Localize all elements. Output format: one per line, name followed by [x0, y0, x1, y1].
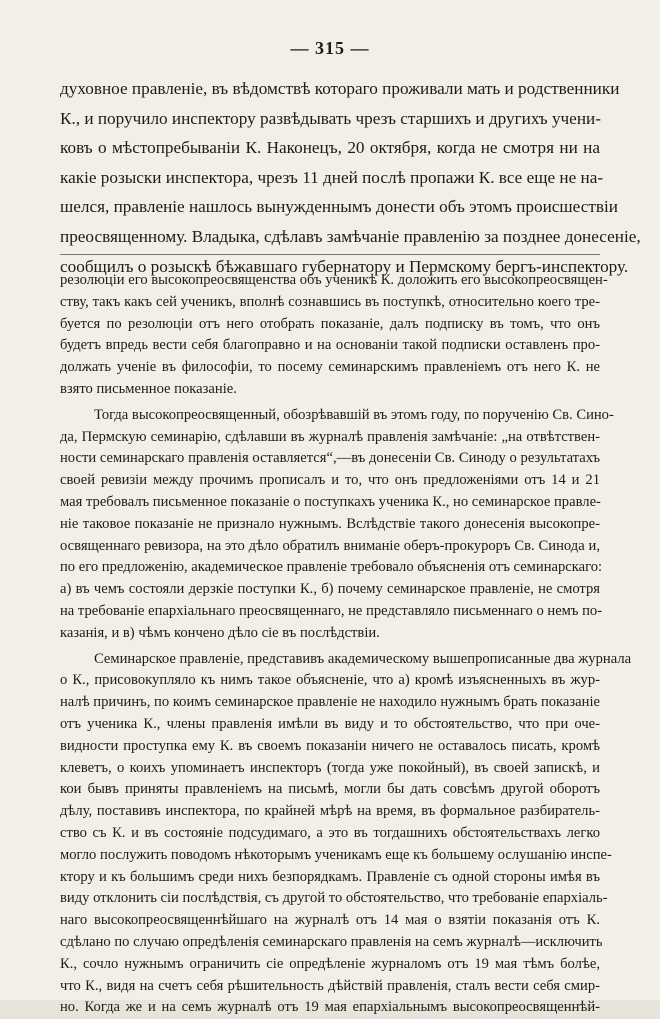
paragraph-line: да, Пермскую семинарію, сдѣлавши въ журналѣ правленія замѣчаніе: „на отвѣтствен-	[60, 428, 600, 445]
paragraph-line: а) въ чемъ состояли дерзкіе поступки К., б) почему семинарское правленіе, не смотря	[60, 581, 600, 598]
paragraph-line: наго высокопреосвященнѣйшаго на журналѣ отъ 14 мая о взятіи показанія отъ К.	[60, 912, 600, 929]
paragraph	[60, 649, 632, 1019]
paragraph-line: виду отклонить сіи послѣдствія, съ другой то обстоятельство, что требованіе епархіаль-	[60, 890, 608, 907]
paragraph-line: на требованіе епархіальнаго преосвященнаго, не представляло письменнаго о немъ по-	[60, 602, 603, 619]
paragraph-line: клеветъ, о коихъ упоминаетъ инспекторъ (тогда уже покойный), въ своей запискѣ, и	[60, 759, 600, 776]
separator-rule	[60, 254, 600, 255]
upper-text-line: преосвященному. Владыка, сдѣлавъ замѣчаніе правленію за позднее донесеніе,	[60, 226, 641, 246]
upper-text-line: К., и поручило инспектору развѣдывать чрезъ старшихъ и другихъ учени-	[60, 108, 601, 128]
paragraph-line: по его предложенію, академическое правленіе требовало объясненія отъ семинарскаго:	[60, 559, 603, 576]
paragraph-line: ніе таковое показаніе не признало нужнымъ. Вслѣдствіе такого донесенія высокопре-	[60, 515, 600, 532]
paragraph	[60, 405, 614, 645]
paragraph-line: налѣ причинъ, по коимъ семинарское правленіе не находило нужнымъ брать показаніе	[60, 694, 600, 711]
paragraph-line: казанія, и в) чѣмъ кончено дѣло сіе въ послѣдствіи.	[60, 624, 380, 641]
lower-text-block	[60, 270, 632, 1019]
paragraph-line: буется по резолюціи отъ него отобрать показаніе, далъ подписку въ томъ, что онъ	[60, 315, 600, 332]
paragraph-line: ктору и къ большимъ среди нихъ безпорядкамъ. Правленіе съ одной стороны имѣя въ	[60, 868, 600, 885]
paragraph-line: ству, такъ какъ сей ученикъ, вполнѣ сознавшись въ поступкѣ, относительно коего тре-	[60, 293, 600, 310]
paragraph-line: кои бывъ приняты правленіемъ на письмѣ, могли бы дать совсѣмъ другой оборотъ	[60, 781, 600, 798]
upper-text-line: шелся, правленіе нашлось вынужденнымъ донести объ этомъ происшествіи	[60, 197, 618, 217]
paragraph-line: Семинарское правленіе, представивъ академическому вышепрописанные два журнала	[94, 650, 632, 667]
paragraph-line: ности семинарскаго правленія оставляется“,—въ донесеніи Св. Синоду о результатахъ	[60, 450, 600, 467]
upper-text-line: сообщилъ о розыскѣ бѣжавшаго губернатору и Пермскому бергъ-инспектору.	[60, 256, 629, 276]
paragraph-line: но. Когда же и на семъ журналѣ отъ 19 мая епархіальнымъ высокопреосвященнѣй-	[60, 999, 600, 1016]
paragraph-line: должать ученіе въ философіи, то посему семинарскимъ правленіемъ отъ него К. не	[60, 359, 600, 376]
paragraph-line: своей ревизіи между прочимъ прописалъ и то, что онъ предложеніями отъ 14 и 21	[60, 472, 600, 489]
upper-text-line: духовное правленіе, въ вѣдомствѣ котораго проживали мать и родственники	[60, 79, 620, 98]
paragraph-line: освященнаго ревизора, на это дѣло обратилъ вниманіе оберъ-прокуроръ Св. Синода и,	[60, 537, 600, 554]
paragraph-line: ство съ К. и въ состояніе подсудимаго, а это въ тогдашнихъ обстоятельствахъ легко	[60, 824, 600, 841]
paragraph-line: резолюціи его высокопреосвященства объ ученикѣ К. доложить его высокопреосвящен-	[60, 272, 608, 288]
paragraph-line: отъ ученика К., члены правленія имѣли въ виду и то обстоятельство, что при оче-	[60, 715, 600, 732]
paragraph-line: мая требовалъ письменное показаніе о поступкахъ ученика К., но семинарское правле-	[60, 493, 601, 510]
paragraph-line: могло послужить поводомъ нѣкоторымъ ученикамъ еще къ большему ослушанію инспе-	[60, 846, 612, 863]
paragraph-line: о К., присовокупляло къ нимъ такое объясненіе, что а) кромѣ изъясненныхъ въ жур-	[60, 672, 600, 689]
upper-text-block	[60, 74, 641, 281]
upper-text-line: ковъ о мѣстопребываніи К. Наконецъ, 20 октября, когда не смотря ни на	[60, 138, 600, 158]
paragraph	[60, 270, 608, 401]
paragraph-line: будетъ впредь вести себя благоправно и на основаніи такой подписки оставленъ про-	[60, 337, 600, 354]
upper-text-line: какіе розыски инспектора, чрезъ 11 дней послѣ пропажи К. все еще не на-	[60, 167, 604, 187]
paragraph-line: К., сочло нужнымъ ограничить сіе опредѣленіе журналомъ отъ 19 мая тѣмъ болѣе,	[60, 955, 600, 972]
paragraph-line: что К., видя на счетъ себя рѣшительность дѣйствій правленія, сталъ вести себя смир-	[60, 977, 600, 994]
page-number: — 315 —	[290, 38, 370, 58]
paragraph-line: Тогда высокопреосвященный, обозрѣвавшій въ этомъ году, по порученію Св. Сино-	[94, 406, 614, 423]
paragraph-line: сдѣлано по случаю опредѣленія семинарскаго правленія на семъ журналѣ—исключить	[60, 933, 603, 950]
paragraph-line: дѣлу, поставивъ инспектора, по крайней мѣрѣ на время, въ формальное разбиратель-	[60, 803, 600, 820]
paragraph-line: взято письменное показаніе.	[60, 380, 237, 397]
paragraph-line: видности проступка ему К. въ своемъ показаніи ничего не оставалось писать, кромѣ	[60, 737, 600, 754]
